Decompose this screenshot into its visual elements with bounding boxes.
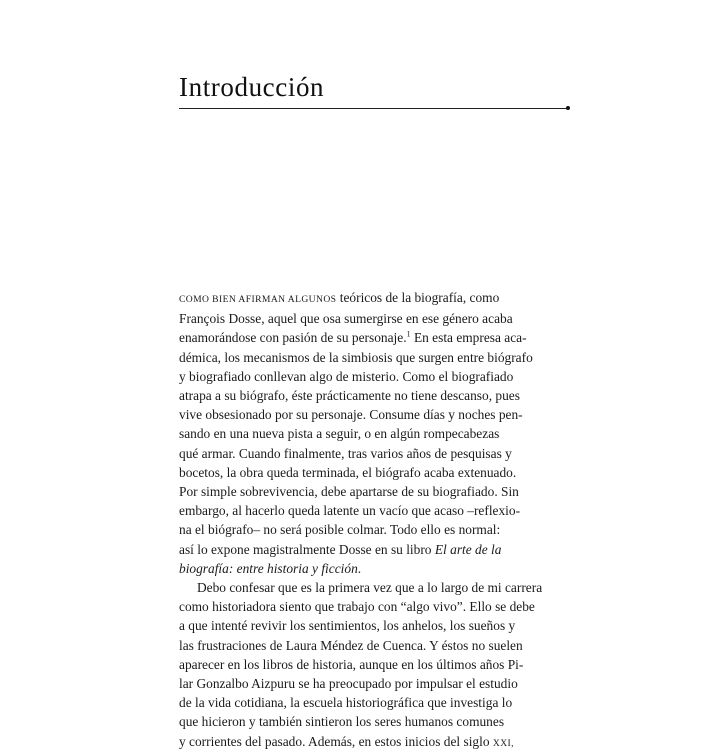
line-text: Por simple sobrevivencia, debe apartarse de su biografiado. Sin [179,484,519,500]
text-line [179,482,519,501]
body-text [179,288,543,753]
text-line [179,732,514,753]
chapter-title: Introducción [179,72,325,102]
paragraph [179,288,533,578]
line-text: démica, los mecanismos de la simbiosis que surgen entre biógrafo [179,349,533,365]
text-line [179,288,499,309]
line-text: que hicieron y también sintieron los seres humanos comunes [179,714,505,730]
line-text: como historiadora siento que trabajo con “algo vivo”. Ello se debe [179,599,535,615]
line-text: François Dosse, aquel que osa sumergirse en ese género acaba [179,311,513,327]
italic-title: biografía: entre historia y ficción [179,560,358,576]
title-rule [179,108,567,109]
text-line [179,616,516,635]
line-text: Debo confesar que es la primera vez que a lo largo de mi carrera [197,580,543,596]
line-text-after: En esta empresa aca- [413,330,527,346]
text-line [179,597,535,616]
text-line [179,328,527,347]
text-line [179,405,523,424]
text-line [179,386,520,405]
line-text: embargo, al hacerlo queda latente un vacío que acaso –reflexio- [179,503,521,519]
small-caps-lead: COMO BIEN AFIRMAN ALGUNOS [179,294,337,305]
line-text: na el biógrafo– no será posible colmar. Todo ello es normal: [179,522,501,538]
line-text: así lo expone magistralmente Dosse en su libro [179,541,432,557]
text-line [179,578,543,597]
italic-title: El arte de la [434,541,502,557]
footnote-marker: 1 [406,329,411,339]
small-caps-trail: XXI, [492,737,514,749]
text-line [179,636,523,655]
line-text: bocetos, la obra queda terminada, el biógrafo acaba extenuado. [179,464,517,480]
line-text: y corrientes del pasado. Además, en estos inicios del siglo [179,733,490,749]
text-line [179,540,502,559]
line-text: enamorándose con pasión de su personaje. [179,330,407,346]
text-line [179,655,524,674]
text-line [179,674,518,693]
text-line [179,444,512,463]
paragraph [179,578,543,753]
text-line [179,559,499,578]
text-line [179,501,521,520]
line-text: atrapa a su biógrafo, éste prácticamente no tiene descanso, pues [179,388,520,404]
text-line [179,424,499,443]
line-text: a que intenté revivir los sentimientos, los anhelos, los sueños y [179,618,516,634]
line-text: vive obsesionado por su personaje. Consume días y noches pen- [179,407,523,423]
text-line [179,348,533,367]
line-text-after: . [357,560,362,576]
text-line [179,309,513,328]
rule-end-dot [566,106,570,110]
line-text: de la vida cotidiana, la escuela historiográfica que investiga lo [179,695,513,711]
line-text: teóricos de la biografía, como [339,290,500,305]
text-line [179,712,505,731]
line-text: sando en una nueva pista a seguir, o en algún rompecabezas [179,426,500,442]
text-line [179,693,513,712]
line-text: qué armar. Cuando finalmente, tras varios años de pesquisas y [179,445,512,461]
text-line [179,520,499,539]
text-line [179,367,514,386]
text-line [179,463,517,482]
line-text: las frustraciones de Laura Méndez de Cuenca. Y éstos no suelen [179,637,523,653]
line-text: lar Gonzalbo Aizpuru se ha preocupado por impulsar el estudio [179,676,518,692]
line-text: y biografiado conllevan algo de misterio. Como el biografiado [179,368,514,384]
line-text: aparecer en los libros de historia, aunque en los últimos años Pi- [179,656,524,672]
